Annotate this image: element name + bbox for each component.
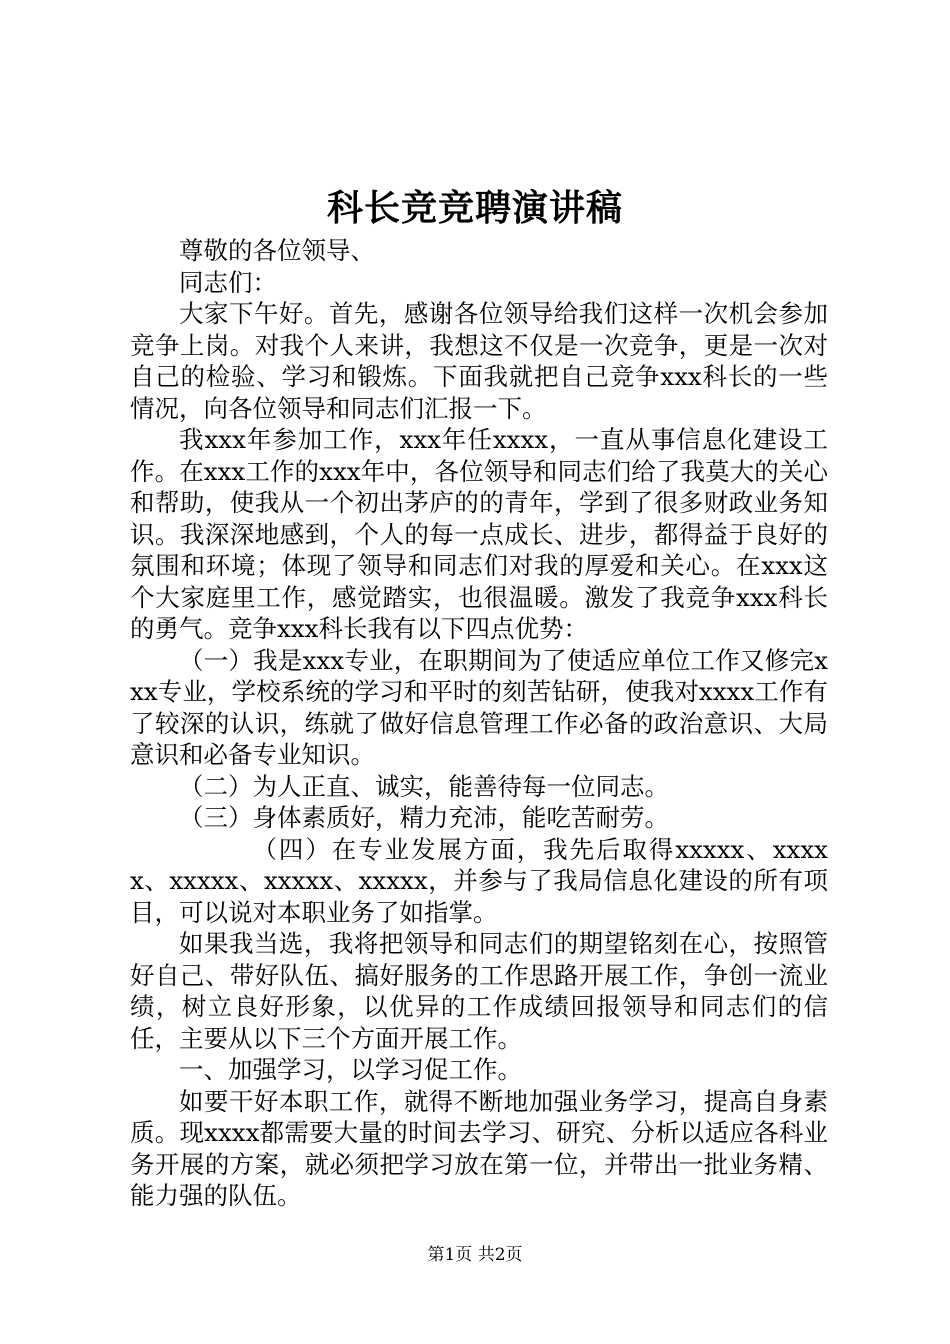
- paragraph-opening: 大家下午好。首先，感谢各位领导给我们这样一次机会参加竞争上岗。对我个人来讲，我想这不仅是一次竞争，更是一次对自己的检验、学习和锻炼。下面我就把自己竞争xxx科长的一些情况，向各位领导和同志们汇报一下。: [130, 299, 828, 423]
- paragraph-salutation-1: 尊敬的各位领导、: [179, 236, 375, 265]
- document-body: [130, 235, 828, 1212]
- paragraph-study: 如要干好本职工作，就得不断地加强业务学习，提高自身素质。现xxxx都需要大量的时间去学习、研究、分析以适应各科业务开展的方案，就必须把学习放在第一位，并带出一批业务精、能力强的队伍。: [130, 1086, 828, 1210]
- paragraph-section-heading-1: 一、加强学习，以学习促工作。: [179, 1055, 522, 1084]
- paragraph-background: 我xxx年参加工作，xxx年任xxxx，一直从事信息化建设工作。在xxx工作的xxx年中，各位领导和同志们给了我莫大的关心和帮助，使我从一个初出茅庐的的青年，学到了很多财政业务知识。我深深地感到，个人的每一点成长、进步，都得益于良好的氛围和环境；体现了领导和同志们对我的厚爱和关心。在xxx这个大家庭里工作，感觉踏实，也很温暖。激发了我竞争xxx科长的勇气。竞争xxx科长我有以下四点优势：: [130, 425, 828, 643]
- page-number-footer: 第1页 共2页: [427, 1245, 523, 1265]
- paragraph-advantage-3: （三）身体素质好，精力充沛，能吃苦耐劳。: [179, 803, 669, 832]
- paragraph-advantage-4: （四）在专业发展方面，我先后取得xxxxx、xxxxx、xxxxx、xxxxx、xxxxx，并参与了我局信息化建设的所有项目，可以说对本职业务了如指掌。: [130, 834, 828, 927]
- paragraph-salutation-2: 同志们：: [179, 267, 277, 297]
- document-title: 科长竞竞聘演讲稿: [326, 187, 623, 229]
- paragraph-plan-intro: 如果我当选，我将把领导和同志们的期望铭刻在心，按照管好自己、带好队伍、搞好服务的工作思路开展工作，争创一流业绩，树立良好形象，以优异的工作成绩回报领导和同志们的信任，主要从以下三个方面开展工作。: [130, 929, 828, 1053]
- paragraph-advantage-2: （二）为人正直、诚实，能善待每一位同志。: [179, 771, 669, 801]
- paragraph-advantage-1: （一）我是xxx专业，在职期间为了使适应单位工作又修完xxx专业，学校系统的学习和平时的刻苦钻研，使我对xxxx工作有了较深的认识，练就了做好信息管理工作必备的政治意识、大局意识和必备专业知识。: [130, 645, 828, 769]
